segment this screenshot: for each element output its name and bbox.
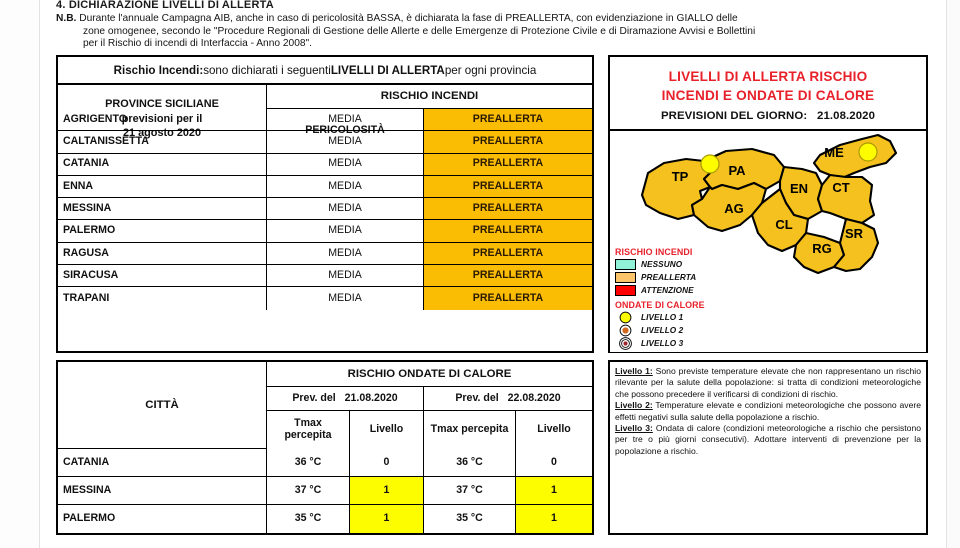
legend-label: PREALLERTA	[641, 273, 697, 282]
table-row	[58, 265, 592, 287]
province-header-line-1: PROVINCE SICILIANE	[105, 98, 219, 111]
legend-title-heat: ONDATE DI CALORE	[615, 300, 705, 310]
cell-pericolosita: MEDIA	[267, 154, 424, 176]
cell-livello-allerta: PREALLERTA	[424, 265, 592, 287]
legend-title-fire: RISCHIO INCENDI	[615, 247, 693, 257]
table-row	[58, 477, 592, 505]
level-1-description	[615, 366, 921, 400]
tmax-1-line-2: percepita	[284, 429, 332, 441]
prev-date-2: 22.08.2020	[507, 391, 561, 404]
level-2-label: Livello 2:	[615, 400, 653, 411]
cell-pericolosita: MEDIA	[267, 220, 424, 242]
level-3-body: Ondata di calore (condizioni meteorologiche a rischio che persistono per tre o più giorni consecutivi). Adottare interventi di prevenzione per la popolazione a rischio.	[615, 423, 922, 456]
legend-swatch-icon	[615, 285, 636, 296]
legend-swatch-icon	[615, 272, 636, 283]
table-row	[58, 131, 592, 153]
heat-subheader-row	[267, 411, 592, 449]
prev-group-1	[267, 387, 424, 411]
heat-marker-level-1	[859, 143, 877, 161]
cell-province: CALTANISSETTA	[58, 131, 267, 153]
cell-tmax-2: 35 °C	[424, 505, 516, 533]
nb-line-2: zone omogenee, secondo le "Procedure Regionali di Gestione delle Allerte e delle Emergenze di Protezione Civile e di Diramazione Avvisi e Bollettini	[83, 25, 756, 37]
cell-tmax-2: 36 °C	[424, 449, 516, 477]
map-label-ag: AG	[724, 201, 744, 216]
legend-heat-items	[615, 311, 755, 350]
fire-rows-container	[58, 109, 592, 310]
map-label-tp: TP	[671, 169, 689, 184]
level-3-description	[615, 423, 921, 457]
cell-province: MESSINA	[58, 198, 267, 220]
cell-pericolosita: MEDIA	[267, 109, 424, 131]
legend-label: LIVELLO 1	[641, 313, 684, 322]
alert-panel-title-line-1: LIVELLI DI ALLERTA RISCHIO	[668, 68, 868, 84]
alert-panel-title-line-2: INCENDI E ONDATE DI CALORE	[661, 87, 875, 103]
forecast-day-label: PREVISIONI DEL GIORNO:	[660, 109, 808, 122]
cell-livello-allerta: PREALLERTA	[424, 176, 592, 198]
heat-rows-container	[58, 449, 592, 533]
map-label-en: EN	[789, 181, 809, 196]
tmax-1-line-1: Tmax	[294, 417, 322, 430]
nb-line-3: per il Rischio di incendi di Interfaccia - Anno 2008".	[83, 38, 312, 50]
table-row	[58, 449, 592, 477]
legend-item-livello-2	[615, 324, 755, 337]
cell-livello-allerta: PREALLERTA	[424, 198, 592, 220]
cell-province: PALERMO	[58, 220, 267, 242]
nb-line-1	[56, 13, 928, 26]
heat-header-right-stack	[267, 362, 592, 449]
cell-livello-allerta: PREALLERTA	[424, 131, 592, 153]
table-row	[58, 154, 592, 176]
heat-prev-row	[267, 387, 592, 411]
table-row	[58, 243, 592, 265]
legend-label: LIVELLO 3	[641, 339, 684, 348]
page-rule-right	[946, 0, 947, 548]
map-label-cl: CL	[775, 217, 793, 232]
cell-province: ENNA	[58, 176, 267, 198]
document-body	[40, 0, 946, 548]
legend-label: ATTENZIONE	[641, 286, 694, 295]
prev-group-2	[424, 387, 592, 411]
cell-livello-1: 1	[350, 477, 424, 505]
cell-city: PALERMO	[58, 505, 267, 533]
forecast-day-line	[661, 110, 875, 122]
level-2-body: Temperature elevate e condizioni meteorologiche che possono avere effetti negativi sulla salute della popolazione a rischio.	[615, 400, 921, 422]
banner-bold-1: Rischio Incendi:	[113, 63, 204, 77]
alert-panel-header	[610, 57, 926, 131]
map-label-ct: CT	[832, 180, 850, 195]
cell-tmax-1: 35 °C	[267, 505, 350, 533]
cell-livello-allerta: PREALLERTA	[424, 220, 592, 242]
legend-dot-icon	[615, 324, 636, 337]
cell-province: TRAPANI	[58, 287, 267, 309]
heat-wave-table	[56, 360, 594, 535]
cell-livello-allerta: PREALLERTA	[424, 109, 592, 131]
cell-livello-1: 1	[350, 505, 424, 533]
col-header-livello-1: Livello	[350, 411, 424, 449]
banner-bold-2: LIVELLI DI ALLERTA	[330, 63, 445, 77]
legend-item-preallerta	[615, 271, 755, 284]
legend-label: NESSUNO	[641, 260, 683, 269]
table-row	[58, 287, 592, 309]
table-row	[58, 109, 592, 131]
col-header-tmax-1	[267, 411, 350, 449]
prev-label-1: Prev. del	[292, 391, 336, 404]
nb-label: N.B.	[56, 13, 77, 24]
map-legend	[615, 247, 755, 350]
col-header-livello-2: Livello	[537, 423, 571, 436]
table-row	[58, 220, 592, 242]
city-header-cell: CITTÀ	[58, 362, 267, 449]
cell-pericolosita: MEDIA	[267, 198, 424, 220]
province-header-line-3: 21 agosto 2020	[122, 127, 202, 140]
map-label-rg: RG	[812, 241, 832, 256]
province-header-line-2: previsioni per il	[121, 112, 203, 125]
legend-swatch-icon	[615, 259, 636, 270]
heat-header-block	[58, 362, 592, 449]
level-2-description	[615, 400, 921, 423]
cell-pericolosita: MEDIA	[267, 287, 424, 309]
page-margin-right	[946, 0, 960, 548]
col-header-tmax-2: Tmax percepita	[424, 411, 516, 449]
cell-livello-1: 0	[350, 449, 424, 477]
level-3-label: Livello 3:	[615, 423, 653, 434]
map-label-pa: PA	[728, 163, 746, 178]
nb-note	[56, 13, 928, 51]
heat-marker-level-1	[701, 155, 719, 173]
table-row	[58, 176, 592, 198]
cell-province: RAGUSA	[58, 243, 267, 265]
cell-tmax-1: 37 °C	[267, 477, 350, 505]
cell-livello-allerta: PREALLERTA	[424, 287, 592, 309]
table-row	[58, 505, 592, 533]
cell-province: SIRACUSA	[58, 265, 267, 287]
cell-pericolosita: MEDIA	[267, 176, 424, 198]
group-header-rischio-incendi: RISCHIO INCENDI	[267, 85, 592, 109]
cell-province: AGRIGENTO	[58, 109, 267, 131]
group-header-ondate-calore: RISCHIO ONDATE DI CALORE	[267, 362, 592, 387]
cell-livello-2: 1	[516, 505, 592, 533]
section-title: 4. DICHIARAZIONE LIVELLI DI ALLERTA	[56, 0, 274, 11]
cell-tmax-1: 36 °C	[267, 449, 350, 477]
banner-reg-1: sono dichiarati i seguenti	[203, 63, 331, 77]
cell-province: CATANIA	[58, 154, 267, 176]
sicily-map-area	[610, 131, 926, 352]
level-1-label: Livello 1:	[615, 366, 653, 376]
legend-dot-icon	[615, 337, 636, 350]
cell-livello-2: 0	[516, 449, 592, 477]
legend-fire-items	[615, 258, 755, 297]
cell-pericolosita: MEDIA	[267, 131, 424, 153]
cell-pericolosita: MEDIA	[267, 265, 424, 287]
cell-tmax-2: 37 °C	[424, 477, 516, 505]
legend-item-livello-1	[615, 311, 755, 324]
prev-label-2: Prev. del	[455, 391, 499, 404]
alert-levels-panel	[608, 55, 928, 353]
legend-item-nessuno	[615, 258, 755, 271]
cell-livello-2: 1	[516, 477, 592, 505]
forecast-day-date: 21.08.2020	[817, 109, 876, 122]
cell-city: MESSINA	[58, 477, 267, 505]
legend-dot-icon	[615, 311, 636, 324]
cell-city: CATANIA	[58, 449, 267, 477]
level-1-body: Sono previste temperature elevate che non rappresentano un rischio rilevante per la salute della popolazione: si tratta di condizioni meteorologiche che possono precedere il verificarsi di condizioni di rischio.	[615, 366, 921, 399]
map-label-sr: SR	[844, 226, 864, 241]
page-margin-left	[0, 0, 40, 548]
levels-description-panel	[608, 360, 928, 535]
fire-risk-table	[56, 55, 594, 353]
nb-text-1: Durante l'annuale Campagna AIB, anche in caso di pericolosità BASSA, è dichiarata la fase di PREALLERTA, con evidenziazione in GIALLO delle	[79, 13, 738, 24]
prev-date-1: 21.08.2020	[344, 391, 398, 404]
cell-pericolosita: MEDIA	[267, 243, 424, 265]
col-header-pericolosita: PERICOLOSITÀ	[267, 109, 424, 153]
banner-reg-2: per ogni provincia	[444, 63, 537, 77]
fire-risk-banner	[58, 57, 592, 85]
cell-livello-allerta: PREALLERTA	[424, 154, 592, 176]
legend-item-livello-3	[615, 337, 755, 350]
legend-label: LIVELLO 2	[641, 326, 684, 335]
table-row	[58, 198, 592, 220]
cell-livello-allerta: PREALLERTA	[424, 243, 592, 265]
map-label-me: ME	[824, 145, 844, 160]
legend-item-attenzione	[615, 284, 755, 297]
